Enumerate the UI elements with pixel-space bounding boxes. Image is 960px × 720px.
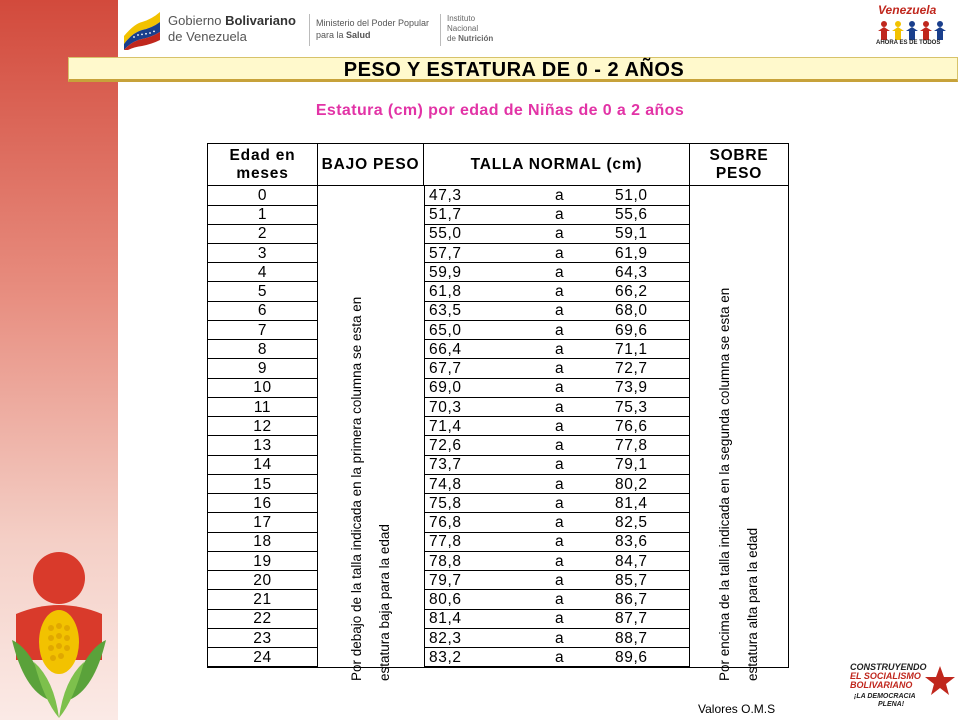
slogan-line2: EL SOCIALISMO bbox=[850, 671, 921, 681]
range-high-value: 72,7 bbox=[615, 360, 648, 378]
age-cell: 7 bbox=[208, 321, 318, 341]
range-high-value: 71,1 bbox=[615, 340, 648, 358]
age-cell: 3 bbox=[208, 244, 318, 264]
title-banner bbox=[68, 57, 958, 82]
institute-line1: Instituto bbox=[447, 14, 476, 23]
range-separator: a bbox=[555, 610, 565, 628]
range-low-value: 63,5 bbox=[429, 302, 462, 320]
normal-range-cell bbox=[424, 417, 690, 437]
institute-line3-a: de bbox=[447, 34, 459, 43]
range-high-value: 86,7 bbox=[615, 591, 648, 609]
low-note bbox=[343, 201, 399, 681]
range-high-value: 73,9 bbox=[615, 379, 648, 397]
venezuela-flag-icon bbox=[122, 6, 162, 50]
range-low-value: 57,7 bbox=[429, 244, 462, 262]
slogan-line1: CONSTRUYENDO bbox=[850, 662, 927, 672]
low-note-line1: Por debajo de la talla indicada en la primera columna se esta en bbox=[349, 296, 364, 681]
range-separator: a bbox=[555, 552, 565, 570]
institute-logo-text bbox=[447, 14, 493, 44]
normal-range-cell bbox=[424, 378, 690, 398]
range-low-value: 74,8 bbox=[429, 475, 462, 493]
range-separator: a bbox=[555, 417, 565, 435]
venezuela-logo-subtitle: AHORA ES DE TODOS bbox=[876, 40, 941, 46]
range-low-value: 78,8 bbox=[429, 552, 462, 570]
age-cell: 14 bbox=[208, 455, 318, 475]
low-note-line2: estatura baja para la edad bbox=[377, 524, 392, 681]
range-separator: a bbox=[555, 648, 565, 666]
age-cell: 6 bbox=[208, 301, 318, 321]
normal-range-cell bbox=[424, 629, 690, 649]
age-cell: 1 bbox=[208, 205, 318, 225]
normal-range-cell bbox=[424, 359, 690, 379]
slogan-line3: BOLIVARIANO bbox=[850, 680, 913, 690]
normal-range-cell bbox=[424, 532, 690, 552]
range-low-value: 65,0 bbox=[429, 321, 462, 339]
range-separator: a bbox=[555, 514, 565, 532]
gov-line1-a: Gobierno bbox=[168, 13, 226, 28]
age-cell: 13 bbox=[208, 436, 318, 456]
ministry-line2-b: Salud bbox=[346, 30, 371, 40]
age-cell: 19 bbox=[208, 552, 318, 572]
normal-range-cell bbox=[424, 282, 690, 302]
normal-range-cell bbox=[424, 648, 690, 668]
normal-range-cell bbox=[424, 398, 690, 418]
range-separator: a bbox=[555, 263, 565, 281]
range-separator: a bbox=[555, 591, 565, 609]
age-cell: 22 bbox=[208, 609, 318, 629]
normal-range-cell bbox=[424, 205, 690, 225]
range-high-value: 77,8 bbox=[615, 437, 648, 455]
range-low-value: 79,7 bbox=[429, 571, 462, 589]
range-separator: a bbox=[555, 340, 565, 358]
age-cell: 20 bbox=[208, 571, 318, 591]
normal-range-cell bbox=[424, 609, 690, 629]
range-low-value: 67,7 bbox=[429, 360, 462, 378]
normal-range-cell bbox=[424, 263, 690, 283]
age-cell: 10 bbox=[208, 378, 318, 398]
range-separator: a bbox=[555, 283, 565, 301]
age-cell: 11 bbox=[208, 398, 318, 418]
range-separator: a bbox=[555, 360, 565, 378]
range-separator: a bbox=[555, 629, 565, 647]
range-separator: a bbox=[555, 398, 565, 416]
range-separator: a bbox=[555, 571, 565, 589]
range-high-value: 82,5 bbox=[615, 514, 648, 532]
range-separator: a bbox=[555, 533, 565, 551]
range-low-value: 66,4 bbox=[429, 340, 462, 358]
range-separator: a bbox=[555, 321, 565, 339]
range-high-value: 55,6 bbox=[615, 206, 648, 224]
header-low: BAJO PESO bbox=[318, 144, 424, 186]
normal-range-cell bbox=[424, 340, 690, 360]
ministry-logo-text bbox=[316, 17, 429, 41]
normal-range-cell bbox=[424, 186, 690, 206]
range-low-value: 83,2 bbox=[429, 648, 462, 666]
age-cell: 0 bbox=[208, 186, 318, 206]
table-subtitle: Estatura (cm) por edad de Niñas de 0 a 2 años bbox=[315, 102, 685, 119]
normal-range-cell bbox=[424, 513, 690, 533]
range-low-value: 69,0 bbox=[429, 379, 462, 397]
normal-range-cell bbox=[424, 436, 690, 456]
header-age: Edad en meses bbox=[208, 144, 318, 186]
range-low-value: 81,4 bbox=[429, 610, 462, 628]
range-low-value: 80,6 bbox=[429, 591, 462, 609]
range-high-value: 84,7 bbox=[615, 552, 648, 570]
range-high-value: 83,6 bbox=[615, 533, 648, 551]
high-note-line2: estatura alta para la edad bbox=[745, 527, 760, 681]
range-low-value: 72,6 bbox=[429, 437, 462, 455]
page-title: PESO Y ESTATURA DE 0 - 2 AÑOS bbox=[343, 59, 685, 81]
range-low-value: 61,8 bbox=[429, 283, 462, 301]
range-high-value: 89,6 bbox=[615, 648, 648, 666]
range-high-value: 80,2 bbox=[615, 475, 648, 493]
range-low-value: 55,0 bbox=[429, 225, 462, 243]
high-note bbox=[711, 201, 767, 681]
normal-range-cell bbox=[424, 455, 690, 475]
range-low-value: 77,8 bbox=[429, 533, 462, 551]
range-high-value: 66,2 bbox=[615, 283, 648, 301]
normal-range-cell bbox=[424, 571, 690, 591]
range-separator: a bbox=[555, 225, 565, 243]
normal-range-cell bbox=[424, 590, 690, 610]
normal-range-cell bbox=[424, 475, 690, 495]
age-cell: 5 bbox=[208, 282, 318, 302]
range-high-value: 68,0 bbox=[615, 302, 648, 320]
range-low-value: 76,8 bbox=[429, 514, 462, 532]
range-high-value: 69,6 bbox=[615, 321, 648, 339]
normal-range-cell bbox=[424, 244, 690, 264]
range-low-value: 73,7 bbox=[429, 456, 462, 474]
header-divider bbox=[309, 14, 310, 46]
slogan-line5: PLENA! bbox=[878, 701, 905, 708]
range-low-value: 47,3 bbox=[429, 187, 462, 204]
star-icon bbox=[925, 666, 955, 695]
header-divider bbox=[440, 14, 441, 46]
range-low-value: 82,3 bbox=[429, 629, 462, 647]
range-separator: a bbox=[555, 244, 565, 262]
header-normal: TALLA NORMAL (cm) bbox=[424, 144, 690, 186]
range-high-value: 59,1 bbox=[615, 225, 648, 243]
age-cell: 8 bbox=[208, 340, 318, 360]
age-cell: 12 bbox=[208, 417, 318, 437]
range-high-value: 88,7 bbox=[615, 629, 648, 647]
age-cell: 16 bbox=[208, 494, 318, 514]
range-separator: a bbox=[555, 437, 565, 455]
range-high-value: 85,7 bbox=[615, 571, 648, 589]
age-cell: 15 bbox=[208, 475, 318, 495]
range-high-value: 79,1 bbox=[615, 456, 648, 474]
range-high-value: 87,7 bbox=[615, 610, 648, 628]
government-logo-text bbox=[168, 13, 296, 45]
range-high-value: 76,6 bbox=[615, 417, 648, 435]
low-note-column bbox=[318, 186, 424, 681]
range-separator: a bbox=[555, 456, 565, 474]
range-separator: a bbox=[555, 379, 565, 397]
range-high-value: 81,4 bbox=[615, 494, 648, 512]
age-cell: 23 bbox=[208, 629, 318, 649]
range-separator: a bbox=[555, 206, 565, 224]
institute-line3-b: Nutrición bbox=[458, 34, 494, 43]
normal-range-cell bbox=[424, 321, 690, 341]
range-high-value: 64,3 bbox=[615, 263, 648, 281]
range-high-value: 51,0 bbox=[615, 187, 648, 204]
age-cell: 17 bbox=[208, 513, 318, 533]
age-cell: 9 bbox=[208, 359, 318, 379]
range-low-value: 70,3 bbox=[429, 398, 462, 416]
high-note-line1: Por encima de la talla indicada en la segunda columna se esta en bbox=[717, 287, 732, 681]
range-low-value: 71,4 bbox=[429, 417, 462, 435]
ministry-line1: Ministerio del Poder Popular bbox=[316, 18, 430, 28]
slogan-logo bbox=[848, 660, 956, 710]
footer-source: Valores O.M.S bbox=[698, 702, 776, 716]
ministry-line2-a: para la bbox=[316, 30, 347, 40]
normal-range-cell bbox=[424, 224, 690, 244]
range-separator: a bbox=[555, 475, 565, 493]
range-separator: a bbox=[555, 187, 565, 204]
height-table bbox=[207, 143, 789, 681]
range-high-value: 75,3 bbox=[615, 398, 648, 416]
institute-line2: Nacional bbox=[447, 24, 479, 33]
range-separator: a bbox=[555, 302, 565, 320]
range-low-value: 59,9 bbox=[429, 263, 462, 281]
normal-range-cell bbox=[424, 552, 690, 572]
age-cell: 18 bbox=[208, 532, 318, 552]
child-corn-mascot-icon bbox=[4, 550, 114, 720]
range-separator: a bbox=[555, 494, 565, 512]
age-cell: 2 bbox=[208, 224, 318, 244]
slogan-line4: ¡LA DEMOCRACIA bbox=[854, 693, 916, 700]
gov-line2: de Venezuela bbox=[168, 29, 247, 44]
range-high-value: 61,9 bbox=[615, 244, 648, 262]
age-cell: 4 bbox=[208, 263, 318, 283]
gov-line1-b: Bolivariano bbox=[225, 13, 296, 28]
high-note-column bbox=[690, 186, 788, 681]
range-low-value: 75,8 bbox=[429, 494, 462, 512]
age-cell: 21 bbox=[208, 590, 318, 610]
header-high: SOBRE PESO bbox=[690, 144, 788, 186]
normal-range-cell bbox=[424, 301, 690, 321]
normal-range-cell bbox=[424, 494, 690, 514]
venezuela-logo-title: Venezuela bbox=[878, 3, 937, 17]
range-low-value: 51,7 bbox=[429, 206, 462, 224]
age-cell: 24 bbox=[208, 648, 318, 668]
